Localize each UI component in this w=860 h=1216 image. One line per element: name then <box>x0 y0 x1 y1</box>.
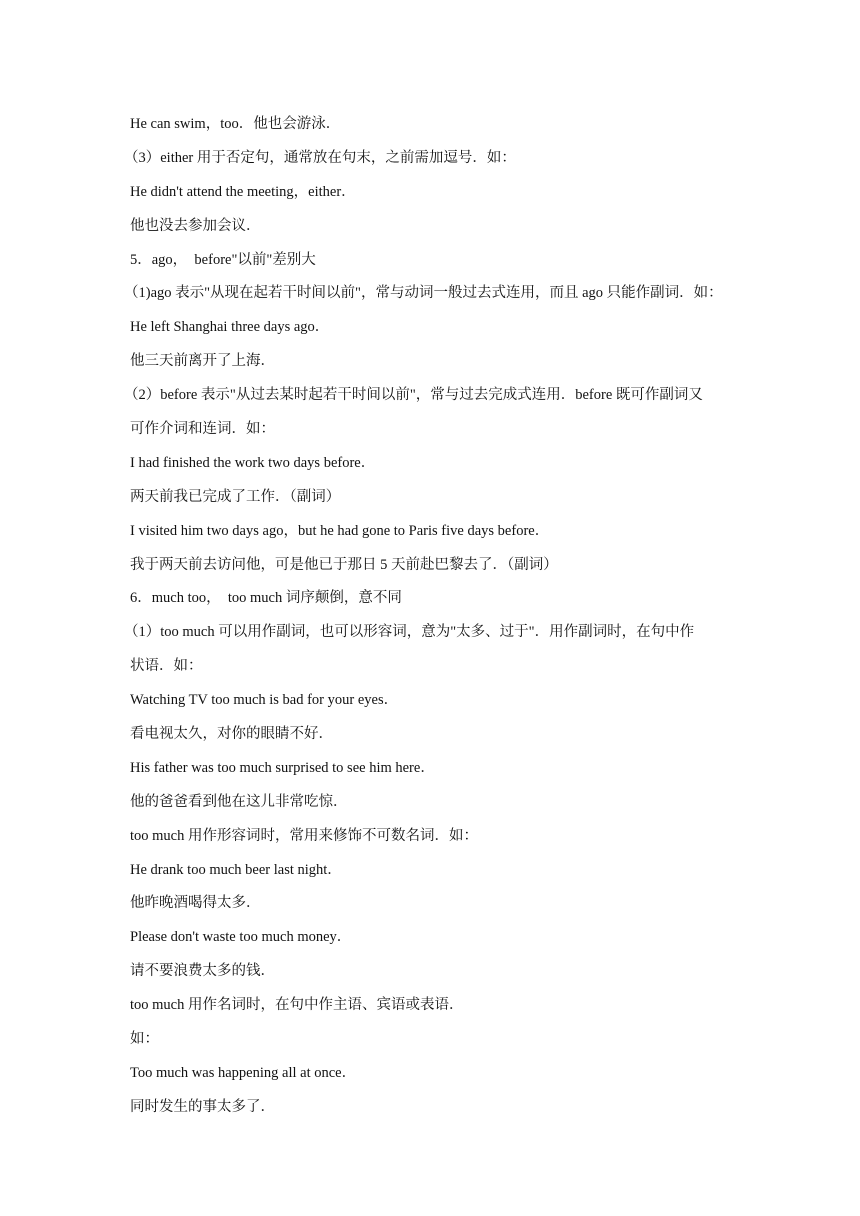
text-line: 同时发生的事太多了． <box>130 1098 275 1115</box>
text-line: 请不要浪费太多的钱． <box>130 963 275 980</box>
text-line: （3）either 用于否定句，通常放在句末，之前需加逗号．如： <box>124 149 516 166</box>
text-line: （2）before 表示"从过去某时起若干时间以前"，常与过去完成式连用．before 既可作副词又 <box>124 387 703 404</box>
text-line: 他也没去参加会议． <box>130 217 261 234</box>
text-line: 如： <box>130 1031 159 1048</box>
text-line: 可作介词和连词．如： <box>130 421 275 438</box>
text-line: He didn't attend the meeting，either． <box>130 183 356 200</box>
text-line: 他三天前离开了上海． <box>130 353 275 370</box>
text-line: Please don't waste too much money． <box>130 929 352 946</box>
section-heading: 5．ago， before"以前"差别大 <box>130 251 316 268</box>
section-heading: 6．much too， too much 词序颠倒，意不同 <box>130 590 402 607</box>
text-line: Watching TV too much is bad for your eyes． <box>130 692 399 709</box>
text-line: His father was too much surprised to see him here． <box>130 759 435 776</box>
text-line: （1)ago 表示"从现在起若干时间以前"，常与动词一般过去式连用，而且 ago 只能作副词．如： <box>124 285 723 302</box>
text-line: 两天前我已完成了工作．（副词） <box>130 488 341 505</box>
text-line: 看电视太久，对你的眼睛不好． <box>130 726 333 743</box>
text-line: He left Shanghai three days ago． <box>130 319 330 336</box>
document-body <box>124 108 735 1125</box>
text-line: too much 用作形容词时，常用来修饰不可数名词．如： <box>130 827 478 844</box>
text-line: 我于两天前去访问他，可是他已于那日 5 天前赴巴黎去了．（副词） <box>130 556 558 573</box>
text-line: He drank too much beer last night． <box>130 861 342 878</box>
text-line: I had finished the work two days before． <box>130 454 376 471</box>
text-line: （1）too much 可以用作副词，也可以形容词，意为"太多、过于"．用作副词时，在句中作 <box>124 624 695 641</box>
text-line: He can swim，too．他也会游泳． <box>130 116 341 132</box>
text-line: 状语．如： <box>130 658 203 675</box>
text-line: 他的爸爸看到他在这儿非常吃惊． <box>130 793 348 810</box>
text-line: Too much was happening all at once． <box>130 1064 357 1081</box>
text-line: I visited him two days ago，but he had gone to Paris five days before． <box>130 522 550 539</box>
text-line: 他昨晚酒喝得太多． <box>130 895 261 912</box>
text-line: too much 用作名词时，在句中作主语、宾语或表语． <box>130 997 464 1014</box>
